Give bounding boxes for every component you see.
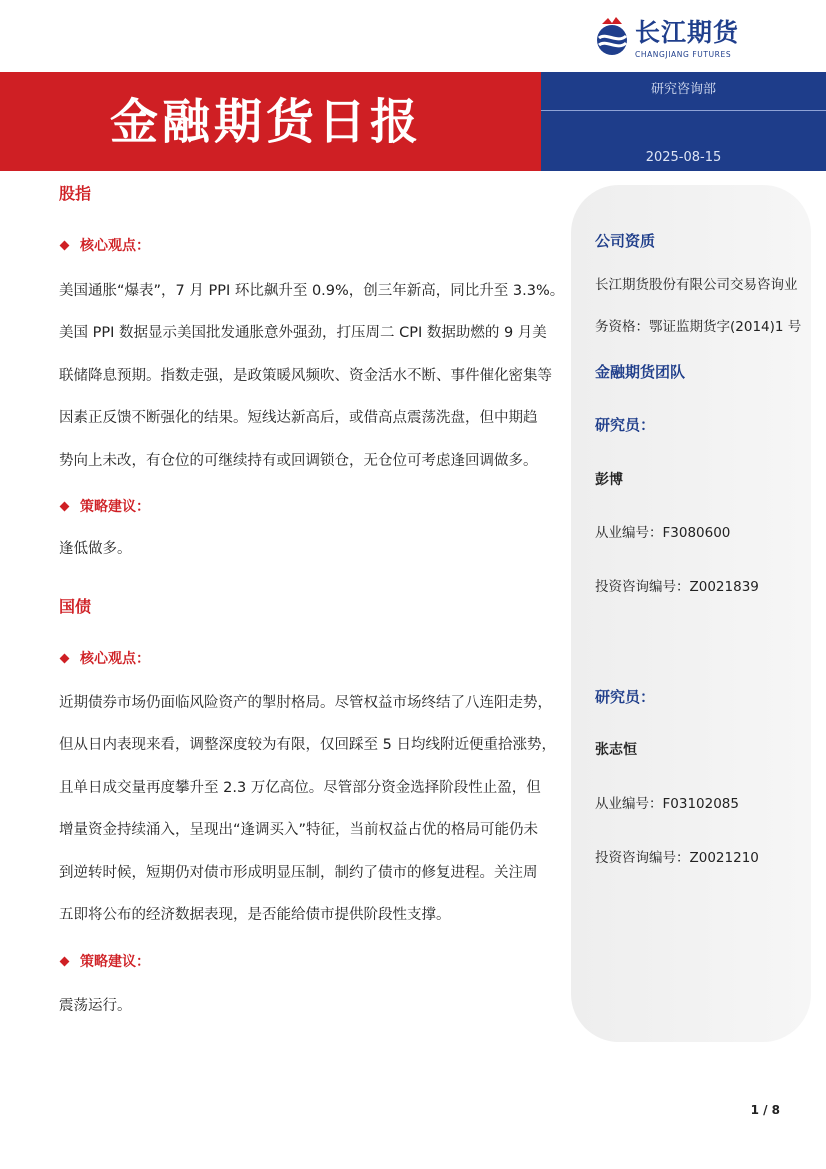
section-title-stock-index: 股指 <box>59 184 92 203</box>
logo-brand-name: 长江期货 <box>635 18 740 47</box>
researcher-consult-number: 投资咨询编号：Z0021839 <box>595 579 759 595</box>
strategy-text: 逢低做多。 <box>59 541 132 557</box>
logo-emblem-icon <box>592 14 632 60</box>
researcher-practice-number: 从业编号：F3080600 <box>595 525 731 541</box>
diamond-bullet-icon <box>60 240 70 250</box>
paragraph-line: 但从日内表现来看，调整深度较为有限，仅回踩至 5 日均线附近便重拾涨势， <box>59 737 556 754</box>
info-sidebar <box>571 185 811 1042</box>
core-view-heading <box>59 649 150 669</box>
researcher-role: 研究员： <box>595 688 656 706</box>
header-info-band <box>541 72 826 171</box>
strategy-heading <box>59 497 150 517</box>
researcher-name: 彭博 <box>595 472 623 488</box>
report-title: 金融期货日报 <box>110 94 423 150</box>
paragraph-line: 联储降息预期。指数走强，是政策暖风频吹、资金活水不断、事件催化密集等 <box>59 367 552 384</box>
researcher-name: 张志恒 <box>595 742 637 758</box>
researcher-consult-number: 投资咨询编号：Z0021210 <box>595 850 759 866</box>
header-divider <box>541 110 826 111</box>
title-banner <box>0 72 541 171</box>
paragraph-line: 五即将公布的经济数据表现，是否能给债市提供阶段性支撑。 <box>59 907 451 924</box>
paragraph-line: 美国 PPI 数据显示美国批发通胀意外强劲，打压周二 CPI 数据助燃的 9 月美 <box>59 325 547 342</box>
core-view-label: 核心观点： <box>80 651 150 667</box>
paragraph-line: 且单日成交量再度攀升至 2.3 万亿高位。尽管部分资金选择阶段性止盈，但 <box>59 779 541 796</box>
strategy-label: 策略建议： <box>80 954 150 970</box>
paragraph-line: 到逆转时候，短期仍对债市形成明显压制，制约了债市的修复进程。关注周 <box>59 864 538 881</box>
core-view-paragraph <box>59 682 556 936</box>
company-logo <box>592 14 782 60</box>
paragraph-line: 势向上未改，有仓位的可继续持有或回调锁仓，无仓位可考虑逢回调做多。 <box>59 452 538 469</box>
strategy-label: 策略建议： <box>80 499 150 515</box>
researcher-practice-number: 从业编号：F03102085 <box>595 796 739 812</box>
core-view-paragraph <box>59 270 565 482</box>
page-number: 1 / 8 <box>750 1103 780 1117</box>
paragraph-line: 近期债券市场仍面临风险资产的掣肘格局。尽管权益市场终结了八连阳走势， <box>59 695 552 711</box>
strategy-text: 震荡运行。 <box>59 998 132 1014</box>
qualification-title: 公司资质 <box>595 232 656 250</box>
department-label: 研究咨询部 <box>650 82 716 97</box>
paragraph-line: 美国通胀“爆表”，7 月 PPI 环比飙升至 0.9%，创三年新高，同比升至 3.3%。 <box>59 283 565 299</box>
core-view-heading <box>59 236 150 256</box>
diamond-bullet-icon <box>60 653 70 663</box>
diamond-bullet-icon <box>60 501 70 511</box>
paragraph-line: 因素正反馈不断强化的结果。短线达新高后，或借高点震荡洗盘，但中期趋 <box>59 410 538 427</box>
section-title-treasury: 国债 <box>59 597 92 616</box>
qualification-line: 务资格：鄂证监期货字(2014)1 号 <box>595 319 802 335</box>
paragraph-line: 增量资金持续涌入，呈现出“逢调买入”特征，当前权益占优的格局可能仍未 <box>59 822 539 839</box>
researcher-role: 研究员： <box>595 416 656 434</box>
logo-brand-english: CHANGJIANG FUTURES <box>635 50 732 59</box>
report-date: 2025-08-15 <box>645 150 722 165</box>
core-view-label: 核心观点： <box>80 238 150 254</box>
qualification-line: 长江期货股份有限公司交易咨询业 <box>595 277 798 293</box>
strategy-heading <box>59 952 150 972</box>
team-title: 金融期货团队 <box>595 363 686 381</box>
diamond-bullet-icon <box>60 956 70 966</box>
